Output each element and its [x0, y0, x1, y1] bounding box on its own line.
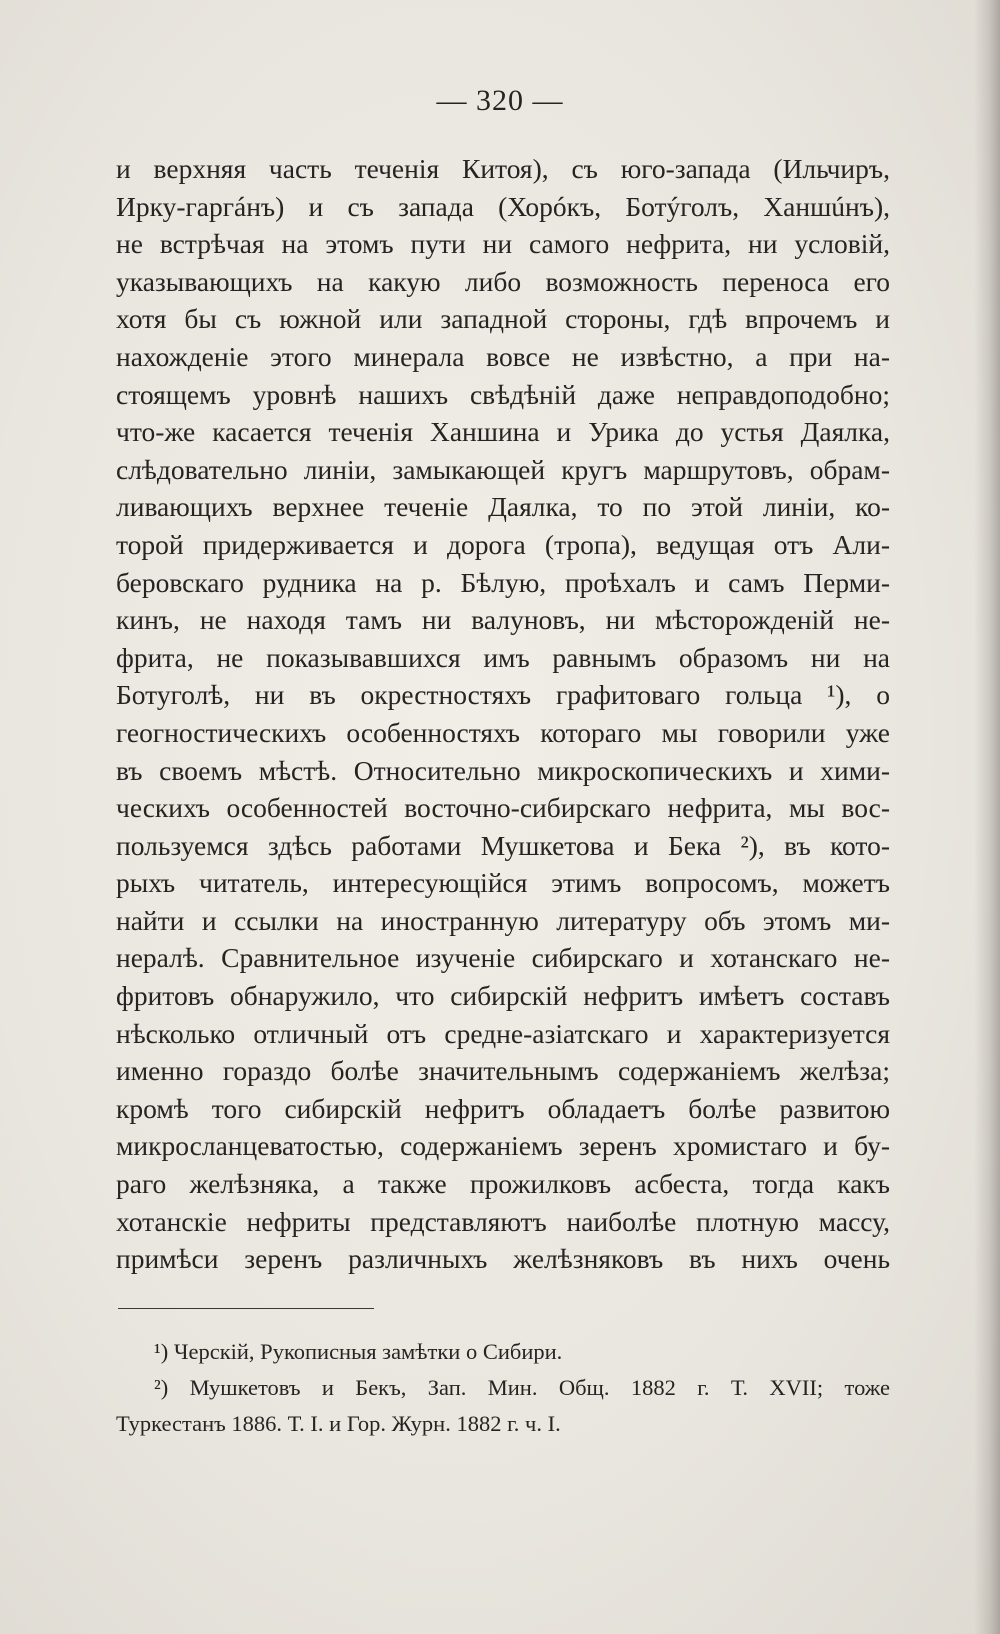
body-line: указывающихъ на какую либо возможность переноса его [116, 265, 890, 297]
body-line: нералѣ. Сравнительное изученіе сибирскаго и хотанскаго не- [116, 942, 890, 974]
body-line: фритовъ обнаружило, что сибирскій нефритъ имѣетъ составъ [116, 980, 890, 1012]
body-line: фрита, не показывавшихся имъ равнымъ образомъ ни на [116, 641, 890, 673]
body-line: Ботуголѣ, ни въ окрестностяхъ графитоваго гольца ¹), о [116, 679, 890, 711]
body-line: пользуемся здѣсь работами Мушкетова и Бека ²), въ кото- [116, 829, 890, 861]
footnote-2: ²) Мушкетовъ и Бекъ, Зап. Мин. Общ. 1882 г. Т. XVII; тоже [154, 1375, 890, 1400]
body-line: и верхняя часть теченія Китоя), съ юго-запада (Ильчиръ, [116, 153, 890, 184]
body-line: что-же касается теченія Ханшина и Урика до устья Даялка, [116, 416, 890, 448]
body-text [116, 150, 890, 1278]
page-number: — 320 — [436, 84, 564, 117]
body-line: ливающихъ верхнее теченіе Даялка, то по этой линіи, ко- [116, 491, 890, 523]
body-line: рыхъ читатель, интересующійся этимъ вопросомъ, можетъ [116, 867, 890, 899]
body-line: нахожденіе этого минерала вовсе не извѣстно, а при на- [116, 340, 890, 372]
body-line: стоящемъ уровнѣ нашихъ свѣдѣній даже неправдоподобно; [116, 378, 890, 410]
body-line: нѣсколько отличный отъ средне-азіатскаго и характеризуется [116, 1017, 890, 1049]
body-line: примѣси зеренъ различныхъ желѣзняковъ въ нихъ очень [116, 1243, 890, 1275]
body-line: беровскаго рудника на р. Бѣлую, проѣхалъ и самъ Перми- [116, 566, 890, 598]
page-spine-shadow [974, 0, 1000, 1634]
body-line: геогностическихъ особенностяхъ котораго мы говорили уже [116, 716, 890, 748]
footnote-separator [118, 1308, 374, 1309]
body-line: хотя бы съ южной или западной стороны, гдѣ впрочемъ и [116, 303, 890, 335]
body-line: Ирку-гаргáнъ) и съ запада (Хорóкъ, Ботýголъ, Ханшúнъ), [116, 190, 890, 222]
footnotes [116, 1334, 890, 1442]
body-line: хотанскіе нефриты представляютъ наиболѣе плотную массу, [116, 1205, 890, 1237]
footnote-2-continuation: Туркестанъ 1886. Т. I. и Гор. Журн. 1882 г. ч. I. [116, 1411, 561, 1436]
body-line: ческихъ особенностей восточно-сибирскаго нефрита, мы вос- [116, 792, 890, 824]
body-line: микросланцеватостью, содержаніемъ зеренъ хромистаго и бу- [116, 1130, 890, 1162]
body-line: раго желѣзняка, а также прожилковъ асбеста, тогда какъ [116, 1168, 890, 1200]
body-line: кинъ, не находя тамъ ни валуновъ, ни мѣсторожденій не- [116, 604, 890, 636]
body-line: торой придерживается и дорога (тропа), ведущая отъ Али- [116, 528, 890, 560]
body-line: не встрѣчая на этомъ пути ни самого нефрита, ни условій, [116, 228, 890, 260]
body-line: слѣдовательно линіи, замыкающей кругъ маршрутовъ, обрам- [116, 453, 890, 485]
body-line: кромѣ того сибирскій нефритъ обладаетъ болѣе развитою [116, 1092, 890, 1124]
body-line: именно гораздо болѣе значительнымъ содержаніемъ желѣза; [116, 1055, 890, 1087]
body-line: въ своемъ мѣстѣ. Относительно микроскопическихъ и хими- [116, 754, 890, 786]
footnote-1: ¹) Черскій, Рукописныя замѣтки о Сибири. [154, 1339, 563, 1364]
body-line: найти и ссылки на иностранную литературу объ этомъ ми- [116, 904, 890, 936]
